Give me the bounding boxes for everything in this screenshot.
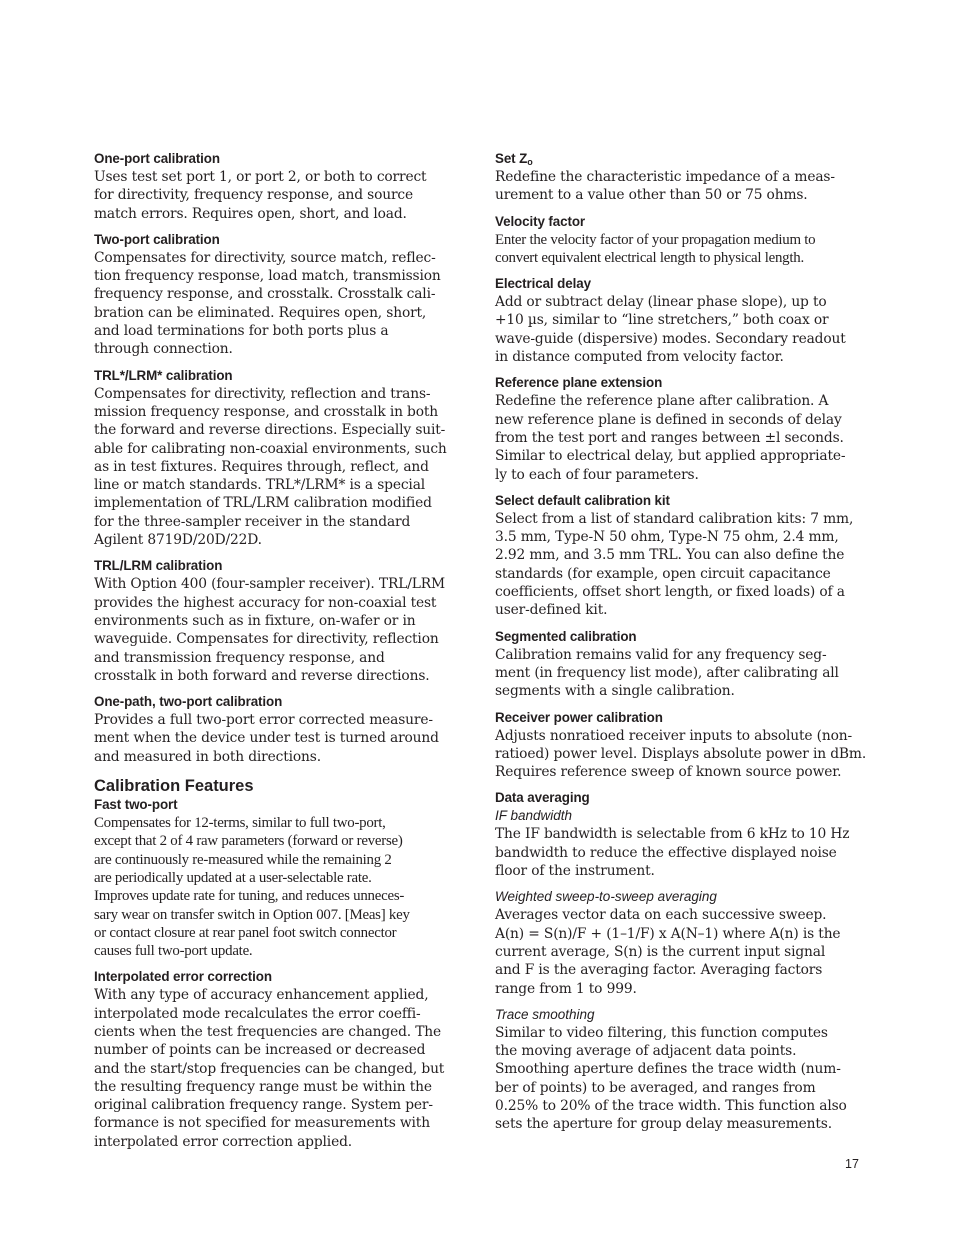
text-segmented-calibration: Calibration remains valid for any frequency seg- ment (in frequency list mode), after calibrating all segments with a single calibration.: [495, 646, 839, 700]
heading-two-port-calibration: Two-port calibration: [94, 231, 220, 247]
text-reference-plane-extension: Redefine the reference plane after calibration. A new reference plane is defined in seconds of delay from the test port and ranges between ±l seconds. Similar to electrical delay, but applied appropriate- ly to each of four parameters.: [495, 393, 846, 483]
text-electrical-delay: Add or subtract delay (linear phase slope), up to +10 µs, similar to “line stretchers,” both coax or wave-guide (dispersive) modes. Secondary readout in distance computed from velocity factor.: [495, 294, 846, 366]
text-fast-two-port: Compensates for 12-terms, similar to full two-port, except that 2 of 4 raw parameters (forward or reverse) are continuously re-measured while the remaining 2 are periodically updated at a user-selectable rate. Improves update rate for tuning, and reduces unneces- sary wear on transfer switch in Option 007. [Meas] key or contact closure at rear panel foot switch connector causes full two-port update.: [94, 815, 410, 960]
section-fast-two-port: [94, 796, 464, 960]
section-two-port-calibration: [94, 231, 464, 359]
heading-calibration-features: Calibration Features: [94, 777, 254, 796]
page-number: 17: [845, 1157, 859, 1171]
text-two-port-calibration: Compensates for directivity, source match, reflec- tion frequency response, load match, transmission frequency response, and crosstalk. Crosstalk cali- bration can be eliminated. Requires open, short, and load terminations for both ports plus a through connection.: [94, 249, 441, 358]
text-select-calibration-kit: Select from a list of standard calibration kits: 7 mm, 3.5 mm, Type-N 50 ohm, Type-N 75 ohm, 2.4 mm, 2.92 mm, and 3.5 mm TRL. You can also define the standards (for example, open circuit capacitance coefficients, offset short length, or fixed loads) of a user-defined kit.: [495, 510, 854, 619]
section-velocity-factor: [495, 213, 867, 268]
heading-velocity-factor: Velocity factor: [495, 213, 586, 229]
text-set-z: Redefine the characteristic impedance of a meas- urement to a value other than 50 or 75 ohms.: [495, 169, 835, 204]
heading-trl-star-calibration: TRL*/LRM* calibration: [94, 367, 233, 383]
heading-data-averaging: Data averaging: [495, 790, 590, 806]
section-one-port-calibration: [94, 150, 464, 223]
text-receiver-power-calibration: Adjusts nonratioed receiver inputs to absolute (non- ratioed) power level. Displays absolute power in dBm. Requires reference sweep of known source power.: [495, 727, 867, 781]
text-trace-smoothing: Similar to video filtering, this function computes the moving average of adjacent data points. Smoothing aperture defines the trace width (num- ber of points) to be averaged, and ranges from 0.25% to 20% of the trace width. This function also sets the aperture for group delay measurements.: [495, 1024, 847, 1133]
section-receiver-power-calibration: [495, 709, 867, 782]
text-trl-star-calibration: Compensates for directivity, reflection and trans- mission frequency response, and crosstalk in both the forward and reverse directions. Especially suit- able for calibrating non-coaxial environments, such as in test fixtures. Requires through, reflect, and line or match standards. TRL*/LRM* is a special implementation of TRL/LRM calibration modified for the three-sampler receiver in the standard Agilent 8719D/20D/22D.: [94, 385, 447, 549]
heading-reference-plane-extension: Reference plane extension: [495, 375, 663, 391]
section-one-path-calibration: [94, 693, 464, 766]
section-select-calibration-kit: [495, 492, 867, 620]
text-if-bandwidth: The IF bandwidth is selectable from 6 kHz to 10 Hz bandwidth to reduce the effective displayed noise floor of the instrument.: [495, 826, 850, 880]
text-velocity-factor: Enter the velocity factor of your propagation medium to convert equivalent electrical length to physical length.: [495, 231, 816, 266]
heading-trl-lrm-calibration: TRL/LRM calibration: [94, 558, 223, 574]
heading-fast-two-port: Fast two-port: [94, 797, 178, 813]
heading-set-z-label: Set Z: [495, 151, 528, 166]
left-column: [94, 150, 464, 1159]
heading-receiver-power-calibration: Receiver power calibration: [495, 709, 663, 725]
subheading-if-bandwidth: IF bandwidth: [495, 808, 573, 824]
section-set-z: [495, 150, 867, 205]
section-interpolated-error-correction: [94, 968, 464, 1151]
right-column: [495, 150, 867, 1142]
section-segmented-calibration: [495, 628, 867, 701]
heading-select-calibration-kit: Select default calibration kit: [495, 492, 670, 508]
subheading-weighted-averaging: Weighted sweep-to-sweep averaging: [495, 889, 717, 905]
section-reference-plane-extension: [495, 374, 867, 483]
heading-electrical-delay: Electrical delay: [495, 276, 591, 292]
heading-one-path-calibration: One-path, two-port calibration: [94, 694, 283, 710]
heading-interpolated-error-correction: Interpolated error correction: [94, 969, 272, 985]
text-one-path-calibration: Provides a full two-port error corrected measure- ment when the device under test is turned around and measured in both directions.: [94, 712, 439, 765]
section-trl-star-calibration: [94, 367, 464, 550]
heading-one-port-calibration: One-port calibration: [94, 151, 220, 166]
subheading-trace-smoothing: Trace smoothing: [495, 1006, 595, 1022]
text-one-port-calibration: Uses test set port 1, or port 2, or both to correct for directivity, frequency response, and source match errors. Requires open, short, and load.: [94, 169, 427, 222]
text-weighted-averaging: Averages vector data on each successive sweep. A(n) = S(n)/F + (1–1/F) x A(N–1) where A(n) is the current average, S(n) is the current input signal and F is the averaging factor. Averaging factors range from 1 to 999.: [495, 907, 841, 997]
section-trl-lrm-calibration: [94, 557, 464, 685]
section-electrical-delay: [495, 275, 867, 366]
section-data-averaging: [495, 789, 867, 1133]
heading-segmented-calibration: Segmented calibration: [495, 628, 637, 644]
text-interpolated-error-correction: With any type of accuracy enhancement applied, interpolated mode recalculates the error coeffi- cients when the test frequencies are changed. The number of points can be increased or decreased and the start/stop frequencies can be changed, but the resulting frequency range must be within the original calibration frequency range. System per- formance is not specified for measurements with interpolated error correction applied.: [94, 987, 445, 1150]
heading-set-z: [495, 150, 867, 168]
heading-set-z-subscript: o: [527, 157, 533, 167]
text-trl-lrm-calibration: With Option 400 (four-sampler receiver). TRL/LRM provides the highest accuracy for non-coaxial test environments such as in fixture, on-wafer or in waveguide. Compensates for directivity, reflection and transmission frequency response, and crosstalk in both forward and reverse directions.: [94, 576, 445, 684]
